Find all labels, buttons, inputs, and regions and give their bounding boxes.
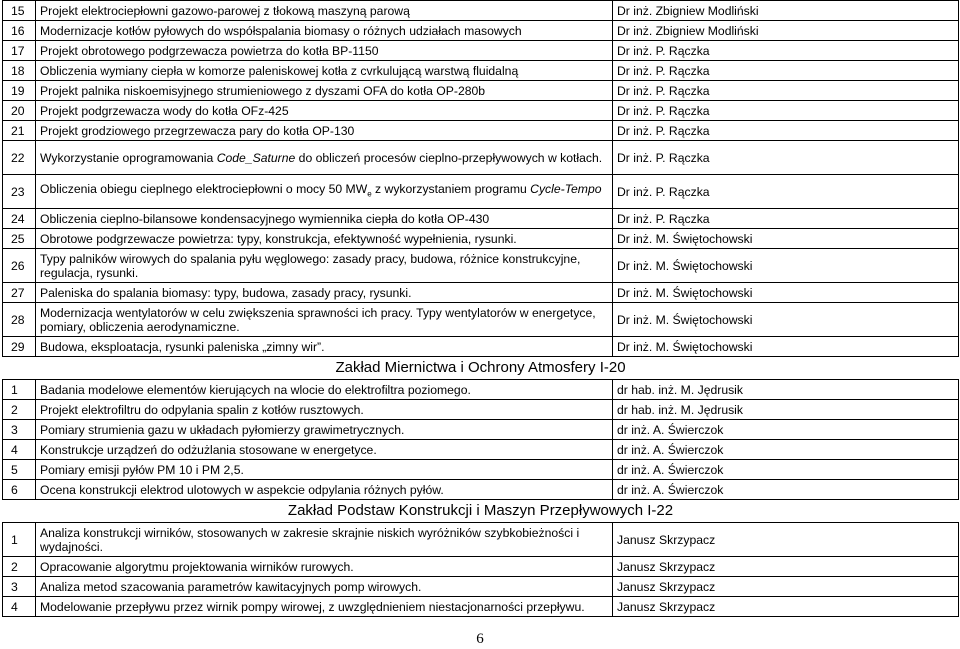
topic-title: Opracowanie algorytmu projektowania wirników rurowych. bbox=[36, 557, 613, 577]
topic-title: Typy palników wirowych do spalania pyłu węglowego: zasady pracy, budowa, różnice konstrukcyjne, regulacja, rysunki. bbox=[36, 249, 613, 283]
supervisor: Dr inż. M. Świętochowski bbox=[613, 283, 959, 303]
row-number: 25 bbox=[3, 229, 36, 249]
table-row bbox=[3, 440, 959, 460]
row-number: 15 bbox=[3, 1, 36, 21]
table-row bbox=[3, 523, 959, 557]
software-name: Code_Saturne bbox=[216, 150, 296, 165]
topic-title: Analiza konstrukcji wirników, stosowanych w zakresie skrajnie niskich wyróżników szybkobieżności i wydajności. bbox=[36, 523, 613, 557]
supervisor: Janusz Skrzypacz bbox=[613, 597, 959, 617]
row-number: 16 bbox=[3, 21, 36, 41]
supervisor: dr hab. inż. M. Jędrusik bbox=[613, 400, 959, 420]
table-row bbox=[3, 557, 959, 577]
topic-title: Modernizacja wentylatorów w celu zwiększenia sprawności ich pracy. Typy wentylatorów w energetyce, pomiary, obliczenia aerodynamiczne. bbox=[36, 303, 613, 337]
table-row bbox=[3, 101, 959, 121]
topic-title: Konstrukcje urządzeń do odżużlania stosowane w energetyce. bbox=[36, 440, 613, 460]
topic-title: Analiza metod szacowania parametrów kawitacyjnych pomp wirowych. bbox=[36, 577, 613, 597]
row-number: 26 bbox=[3, 249, 36, 283]
supervisor: Dr inż. Zbigniew Modliński bbox=[613, 1, 959, 21]
page-number: 6 bbox=[476, 631, 484, 647]
row-number: 23 bbox=[3, 175, 36, 209]
subscript: e bbox=[367, 189, 372, 199]
row-number: 4 bbox=[3, 440, 36, 460]
section-title: Zakład Miernictwa i Ochrony Atmosfery I-20 bbox=[3, 357, 959, 380]
topic-title: Modernizacje kotłów pyłowych do współspalania biomasy o różnych udziałach masowych bbox=[36, 21, 613, 41]
section-header bbox=[3, 357, 959, 380]
topic-title: Obliczenia wymiany ciepła w komorze paleniskowej kotła z cvrkulującą warstwą fluidalną bbox=[36, 61, 613, 81]
topic-title: Ocena konstrukcji elektrod ulotowych w aspekcie odpylania różnych pyłów. bbox=[36, 480, 613, 500]
topic-title: Pomiary strumienia gazu w układach pyłomierzy grawimetrycznych. bbox=[36, 420, 613, 440]
topic-title: Badania modelowe elementów kierujących na wlocie do elektrofiltra poziomego. bbox=[36, 380, 613, 400]
topic-title: Obliczenia cieplno-bilansowe kondensacyjnego wymiennika ciepła do kotła OP-430 bbox=[36, 209, 613, 229]
topic-title: Projekt elektrociepłowni gazowo-parowej z tłokową maszyną parową bbox=[36, 1, 613, 21]
row-number: 5 bbox=[3, 460, 36, 480]
table-row bbox=[3, 460, 959, 480]
topic-title-part: Obliczenia obiegu cieplnego elektrociepłowni o mocy 50 MW bbox=[40, 181, 368, 196]
row-number: 19 bbox=[3, 81, 36, 101]
row-number: 22 bbox=[3, 141, 36, 175]
topic-title: Pomiary emisji pyłów PM 10 i PM 2,5. bbox=[36, 460, 613, 480]
supervisor: Dr inż. M. Świętochowski bbox=[613, 249, 959, 283]
software-name: Cycle-Tempo bbox=[530, 181, 602, 196]
table-row bbox=[3, 420, 959, 440]
topic-title: Projekt podgrzewacza wody do kotła OFz-425 bbox=[36, 101, 613, 121]
supervisor: dr hab. inż. M. Jędrusik bbox=[613, 380, 959, 400]
row-number: 2 bbox=[3, 557, 36, 577]
section-title: Zakład Podstaw Konstrukcji i Maszyn Przepływowych I-22 bbox=[3, 500, 959, 523]
supervisor: Dr inż. M. Świętochowski bbox=[613, 229, 959, 249]
table-row bbox=[3, 577, 959, 597]
table-row bbox=[3, 81, 959, 101]
topic-title: Projekt palnika niskoemisyjnego strumieniowego z dyszami OFA do kotła OP-280b bbox=[36, 81, 613, 101]
table-row bbox=[3, 121, 959, 141]
table-row bbox=[3, 337, 959, 357]
supervisor: Dr inż. P. Rączka bbox=[613, 141, 959, 175]
table-row bbox=[3, 141, 959, 175]
row-number: 4 bbox=[3, 597, 36, 617]
topic-title-part: z wykorzystaniem programu bbox=[371, 181, 531, 196]
table-row bbox=[3, 1, 959, 21]
row-number: 17 bbox=[3, 41, 36, 61]
table-row bbox=[3, 41, 959, 61]
table-row bbox=[3, 380, 959, 400]
supervisor: dr inż. A. Świerczok bbox=[613, 460, 959, 480]
topic-title: Projekt elektrofiltru do odpylania spalin z kotłów rusztowych. bbox=[36, 400, 613, 420]
table-row bbox=[3, 400, 959, 420]
row-number: 27 bbox=[3, 283, 36, 303]
table-row bbox=[3, 597, 959, 617]
row-number: 20 bbox=[3, 101, 36, 121]
row-number: 3 bbox=[3, 420, 36, 440]
table-row bbox=[3, 303, 959, 337]
topic-title-part: Wykorzystanie oprogramowania bbox=[40, 150, 217, 165]
topic-title: Obrotowe podgrzewacze powietrza: typy, konstrukcja, efektywność wypełnienia, rysunki. bbox=[36, 229, 613, 249]
topics-table bbox=[2, 0, 959, 617]
supervisor: Dr inż. P. Rączka bbox=[613, 209, 959, 229]
supervisor: Janusz Skrzypacz bbox=[613, 577, 959, 597]
topic-title: Projekt obrotowego podgrzewacza powietrza do kotła BP-1150 bbox=[36, 41, 613, 61]
supervisor: Janusz Skrzypacz bbox=[613, 557, 959, 577]
supervisor: dr inż. A. Świerczok bbox=[613, 420, 959, 440]
supervisor: Dr inż. P. Rączka bbox=[613, 61, 959, 81]
supervisor: Dr inż. M. Świętochowski bbox=[613, 337, 959, 357]
supervisor: Dr inż. Zbigniew Modliński bbox=[613, 21, 959, 41]
topic-title bbox=[36, 141, 613, 175]
row-number: 6 bbox=[3, 480, 36, 500]
row-number: 29 bbox=[3, 337, 36, 357]
table-row bbox=[3, 61, 959, 81]
table-row bbox=[3, 480, 959, 500]
supervisor: Dr inż. P. Rączka bbox=[613, 41, 959, 61]
table-row bbox=[3, 175, 959, 209]
table-row bbox=[3, 283, 959, 303]
row-number: 3 bbox=[3, 577, 36, 597]
supervisor: Dr inż. P. Rączka bbox=[613, 175, 959, 209]
supervisor: dr inż. A. Świerczok bbox=[613, 480, 959, 500]
table-row bbox=[3, 229, 959, 249]
row-number: 24 bbox=[3, 209, 36, 229]
topic-title: Paleniska do spalania biomasy: typy, budowa, zasady pracy, rysunki. bbox=[36, 283, 613, 303]
supervisor: dr inż. A. Świerczok bbox=[613, 440, 959, 460]
supervisor: Dr inż. P. Rączka bbox=[613, 81, 959, 101]
row-number: 1 bbox=[3, 523, 36, 557]
table-row bbox=[3, 249, 959, 283]
row-number: 18 bbox=[3, 61, 36, 81]
table-row bbox=[3, 209, 959, 229]
row-number: 28 bbox=[3, 303, 36, 337]
topic-title-part: do obliczeń procesów cieplno-przepływowych w kotłach. bbox=[295, 150, 603, 165]
topic-title: Projekt grodziowego przegrzewacza pary do kotła OP-130 bbox=[36, 121, 613, 141]
supervisor: Dr inż. P. Rączka bbox=[613, 101, 959, 121]
topic-title: Modelowanie przepływu przez wirnik pompy wirowej, z uwzględnieniem niestacjonarności przepływu. bbox=[36, 597, 613, 617]
supervisor: Janusz Skrzypacz bbox=[613, 523, 959, 557]
topic-title bbox=[36, 175, 613, 209]
topic-title: Budowa, eksploatacja, rysunki paleniska „zimny wir”. bbox=[36, 337, 613, 357]
row-number: 21 bbox=[3, 121, 36, 141]
row-number: 2 bbox=[3, 400, 36, 420]
supervisor: Dr inż. P. Rączka bbox=[613, 121, 959, 141]
row-number: 1 bbox=[3, 380, 36, 400]
section-header bbox=[3, 500, 959, 523]
supervisor: Dr inż. M. Świętochowski bbox=[613, 303, 959, 337]
table-row bbox=[3, 21, 959, 41]
